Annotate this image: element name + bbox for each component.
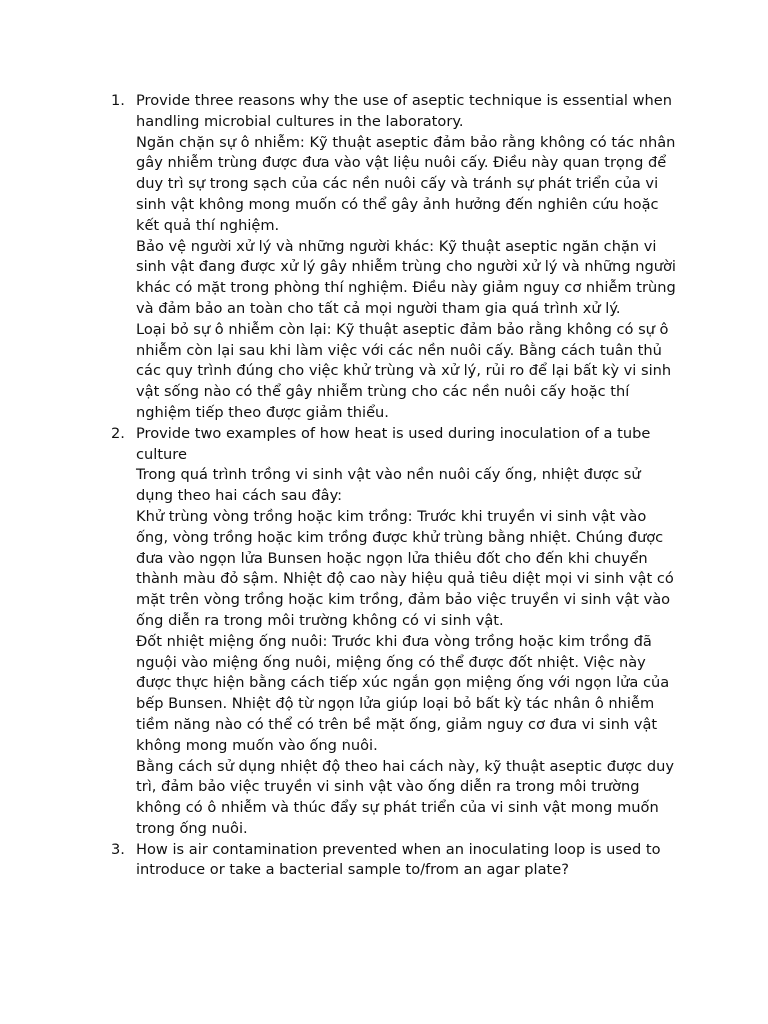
list-item: [100, 424, 680, 840]
answer-paragraph: Loại bỏ sự ô nhiễm còn lại: Kỹ thuật aseptic đảm bảo rằng không có sự ô nhiễm còn lại sau khi làm việc với các nền nuôi cấy. Bằng cách tuân thủ các quy trình đúng cho việc khử trùng và xử lý, rủi ro để lại bất kỳ vi sinh vật sống nào có thể gây nhiễm trùng cho các nền nuôi cấy hoặc thí nghiệm tiếp theo được giảm thiểu.: [136, 320, 672, 421]
item-number: 3.: [111, 840, 125, 858]
answer-paragraph: Bảo vệ người xử lý và những người khác: Kỹ thuật aseptic ngăn chặn vi sinh vật đang được xử lý gây nhiễm trùng cho người xử lý và những người khác có mặt trong phòng thí nghiệm. Điều này giảm nguy cơ nhiễm trùng và đảm bảo an toàn cho tất cả mọi người tham gia quá trình xử lý.: [136, 237, 676, 317]
item-number: 1.: [111, 92, 125, 109]
list-item: [100, 91, 680, 424]
question-text: Provide three reasons why the use of aseptic technique is essential when handling microbial cultures in the laboratory.: [136, 92, 672, 130]
answer-paragraph: Khử trùng vòng trồng hoặc kim trồng: Trước khi truyền vi sinh vật vào ống, vòng trồng hoặc kim trồng được khử trùng bằng nhiệt. Chúng được đưa vào ngọn lửa Bunsen hoặc ngọn lửa thiêu đốt cho đến khi chuyển thành màu đỏ sậm. Nhiệt độ cao này hiệu quả tiêu diệt mọi vi sinh vật có mặt trên vòng trồng hoặc kim trồng, đảm bảo việc truyền vi sinh vật vào ống diễn ra trong môi trường không có vi sinh vật.: [136, 507, 674, 629]
question-text: Provide two examples of how heat is used during inoculation of a tube culture: [136, 424, 651, 463]
list-item: [100, 840, 680, 882]
question-list: [100, 91, 680, 881]
item-number: 2.: [111, 424, 125, 442]
question-text: How is air contamination prevented when an inoculating loop is used to introduce or take a bacterial sample to/from an agar plate?: [136, 840, 661, 879]
answer-paragraph: Đốt nhiệt miệng ống nuôi: Trước khi đưa vòng trồng hoặc kim trồng đã nguội vào miệng ống nuôi, miệng ống có thể được đốt nhiệt. Việc này được thực hiện bằng cách tiếp xúc ngắn gọn miệng ống với ngọn lửa của bếp Bunsen. Nhiệt độ từ ngọn lửa giúp loại bỏ bất kỳ tác nhân ô nhiễm tiềm năng nào có thể có trên bề mặt ống, giảm nguy cơ đưa vi sinh vật không mong muốn vào ống nuôi.: [136, 632, 670, 754]
answer-paragraph: Trong quá trình trồng vi sinh vật vào nền nuôi cấy ống, nhiệt được sử dụng theo hai cách sau đây:: [136, 466, 641, 505]
answer-paragraph: Bằng cách sử dụng nhiệt độ theo hai cách này, kỹ thuật aseptic được duy trì, đảm bảo việc truyền vi sinh vật vào ống diễn ra trong môi trường không có ô nhiễm và thúc đẩy sự phát triển của vi sinh vật mong muốn trong ống nuôi.: [136, 757, 674, 837]
answer-paragraph: Ngăn chặn sự ô nhiễm: Kỹ thuật aseptic đảm bảo rằng không có tác nhân gây nhiễm trùng được đưa vào vật liệu nuôi cấy. Điều này quan trọng để duy trì sự trong sạch của các nền nuôi cấy và tránh sự phát triển của vi sinh vật không mong muốn có thể gây ảnh hưởng đến nghiên cứu hoặc kết quả thí nghiệm.: [136, 133, 676, 234]
